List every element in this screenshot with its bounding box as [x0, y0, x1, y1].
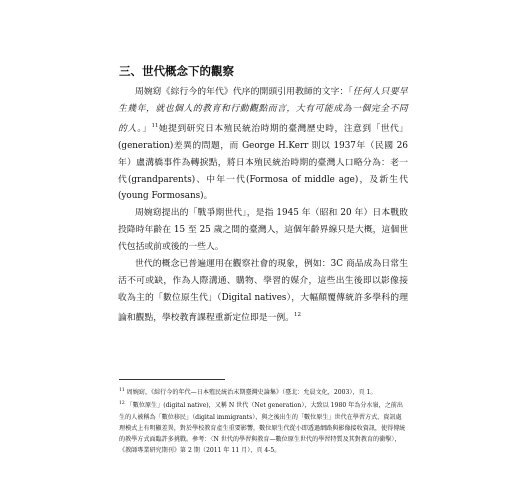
- footnote-ref-12: 12: [293, 311, 301, 318]
- paragraph-3-text: 世代的概念已普遍運用在觀察社會的現象，例如：3C 商品成為日常生活不可或缺，作為人際溝通、購物、學習的媒介，這些出生後即以影像接收為主的「數位原生代」（Digital natives），大幅顛覆傳統許多學科的理論和觀點，學校教育課程重新定位即是一例。: [118, 259, 408, 323]
- body-text: [118, 84, 408, 327]
- footnote-12: [119, 398, 407, 456]
- footnote-11: [119, 385, 407, 398]
- block-quote: 任何人只要早生幾年，就也個人的教育和行動觀點而言，大有可能成為一個完全不同的人。: [118, 87, 408, 134]
- footnote-11-text: 周婉窈，《綜行今的年代—日本殖民統治末期臺灣史論集》（臺北：允晨文化，2003），頁 1。: [126, 389, 377, 396]
- quote-close: 」: [142, 123, 152, 134]
- footnotes: [119, 385, 407, 457]
- footnote-separator: [119, 379, 225, 380]
- paragraph-3: [118, 256, 408, 327]
- footnote-12-text: 「數位原生」(digital native)，又稱 N 世代（Net generation），大致以 1980 年為分水嶺，之前出生的人被稱為「數位移民」（digital immigrants），與之後出生的「數位原生」世代在學習方式、資訊處理模式上有明顯差異，對於學校教育產生重要影響，數位原生代從小即透過網路與影像接收資訊，使得傳統的教學方式面臨許多挑戰。參考：〈N 世代的學習與教育—數位原生世代的學習特質及其對教育的衝擊〉，《教師專業研究期刊》第 2 期（2011 年 11 月），頁 4-5。: [119, 402, 406, 455]
- footnote-ref-11: 11: [151, 122, 159, 129]
- paragraph-2: 周婉窈提出的「戰爭期世代」，是指 1945 年（昭和 20 年）日本戰敗投降時年齡在 15 至 25 歲之間的臺灣人，這個年齡界線只是大概，這個世代包括或前或後的一些人。: [118, 208, 408, 253]
- section-heading: 三、世代概念下的觀察: [119, 64, 234, 78]
- paragraph-1-intro: 周婉窈《綜行今的年代》代序的開頭引用教師的文字：「: [135, 87, 353, 97]
- paragraph-1-body: 她提到研究日本殖民統治時期的臺灣歷史時，注意到「世代」(generation)差異的問題，而 George H.Kerr 則以 1937年（民國 26 年）盧溝橋事件為轉捩點，將日本殖民統治時期的臺灣人口略分為：老一代(grandparents)、中年一代(Formosa of middle age)，及新生代(young Formosans)。: [118, 123, 408, 202]
- footnote-11-number: 11: [119, 388, 125, 393]
- footnote-12-number: 12: [119, 401, 125, 407]
- paragraph-1: [118, 84, 408, 205]
